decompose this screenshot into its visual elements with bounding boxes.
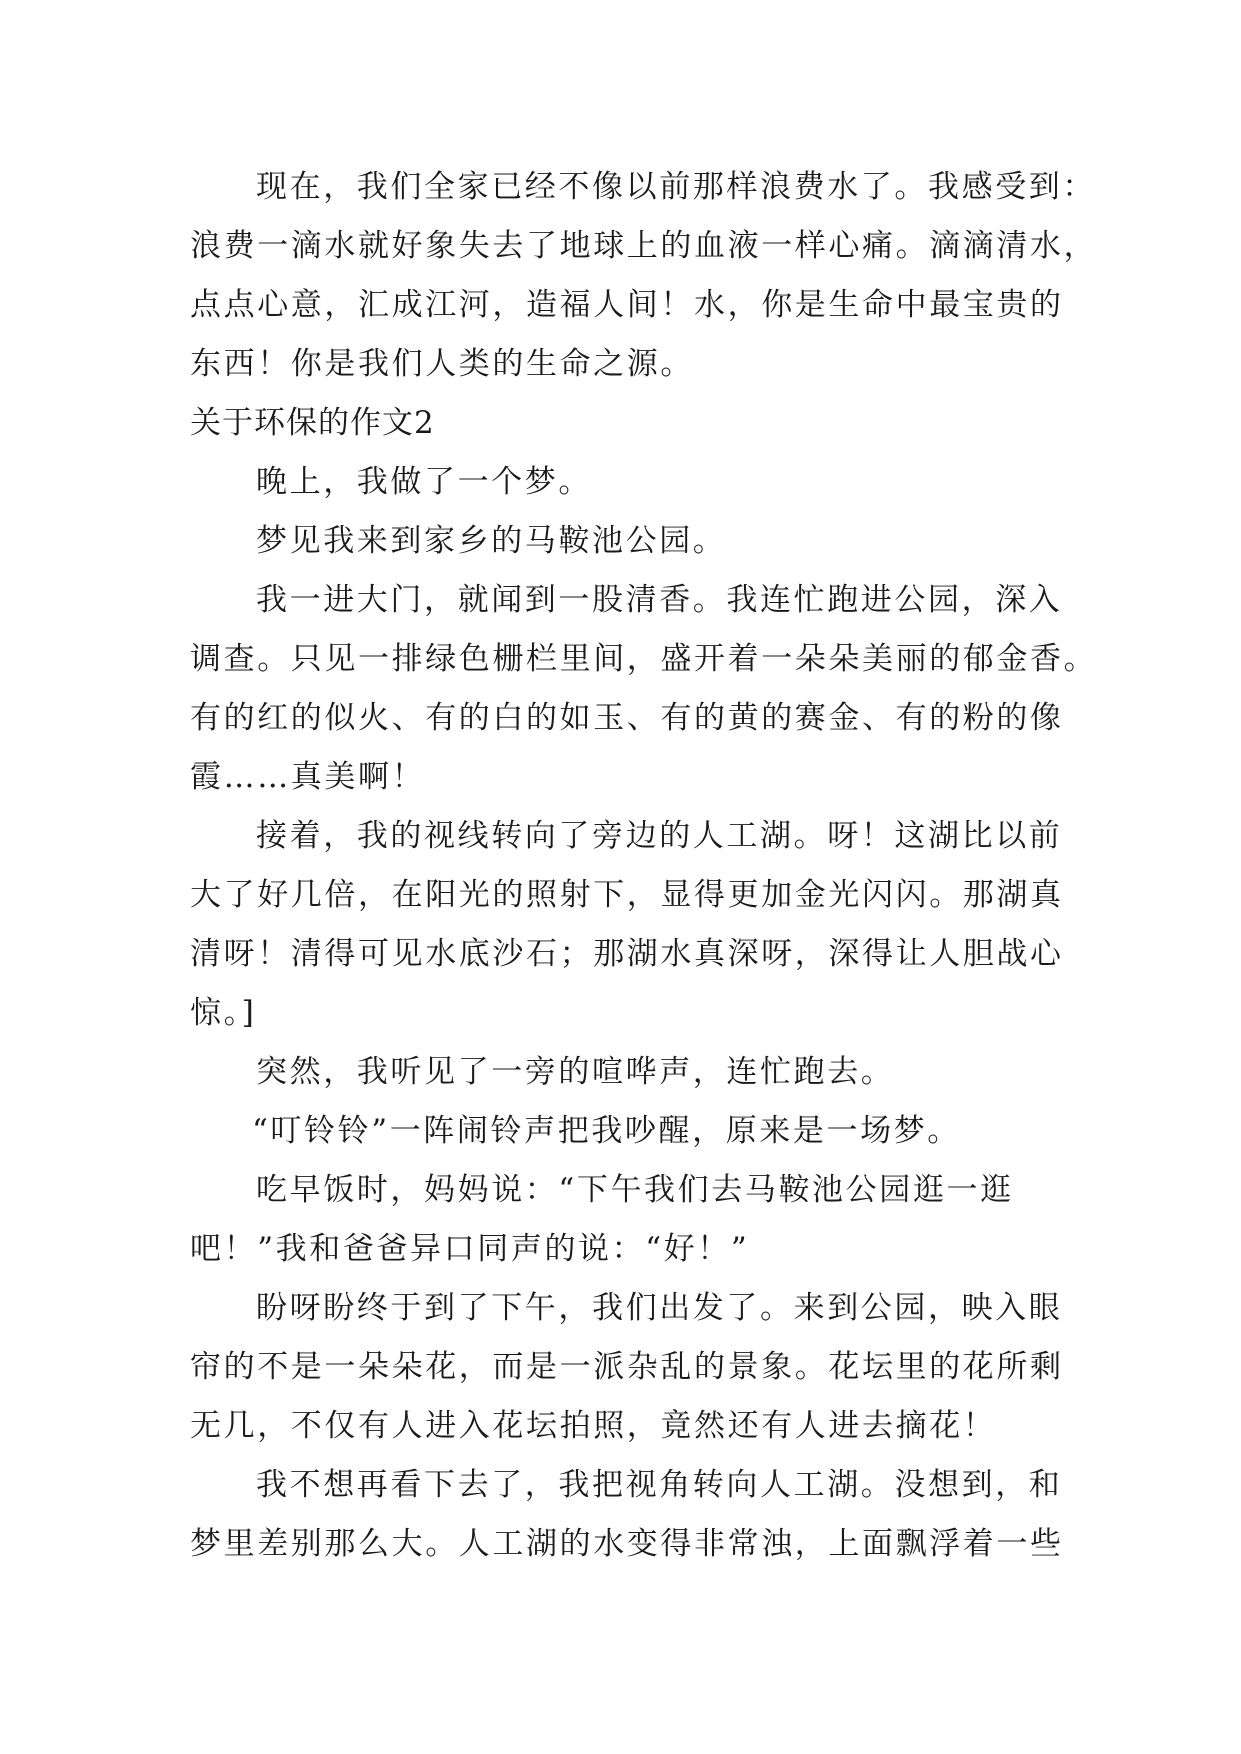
- paragraph-line: 无几，不仅有人进入花坛拍照，竟然还有人进去摘花！: [190, 1408, 997, 1444]
- paragraph-line: 吧！”我和爸爸异口同声的说：“好！”: [190, 1231, 750, 1267]
- paragraph-line: 清呀！清得可见水底沙石；那湖水真深呀，深得让人胆战心: [190, 936, 1064, 972]
- paragraph-line: 帘的不是一朵朵花，而是一派杂乱的景象。花坛里的花所剩: [190, 1349, 1064, 1385]
- paragraph-line: 大了好几倍，在阳光的照射下，显得更加金光闪闪。那湖真: [190, 877, 1064, 913]
- paragraph-line: 吃早饭时，妈妈说：“下午我们去马鞍池公园逛一逛: [256, 1172, 1014, 1208]
- paragraph-line: 突然，我听见了一旁的喧哗声，连忙跑去。: [256, 1054, 895, 1090]
- paragraph-line: 我一进大门，就闻到一股清香。我连忙跑进公园，深入: [256, 582, 1063, 618]
- paragraph-line: 东西！你是我们人类的生命之源。: [190, 346, 694, 382]
- paragraph-line: 有的红的似火、有的白的如玉、有的黄的赛金、有的粉的像: [190, 700, 1064, 736]
- paragraph-line: 接着，我的视线转向了旁边的人工湖。呀！这湖比以前: [256, 818, 1063, 854]
- paragraph-line: 浪费一滴水就好象失去了地球上的血液一样心痛。滴滴清水，: [190, 228, 1098, 264]
- paragraph-line: 霞……真美啊！: [190, 759, 426, 795]
- paragraph-line: 我不想再看下去了，我把视角转向人工湖。没想到，和: [256, 1467, 1063, 1503]
- paragraph-line: 梦见我来到家乡的马鞍池公园。: [256, 523, 727, 559]
- paragraph-line: 梦里差别那么大。人工湖的水变得非常浊，上面飘浮着一些: [190, 1526, 1064, 1562]
- paragraph-line: 现在，我们全家已经不像以前那样浪费水了。我感受到：: [256, 169, 1096, 205]
- paragraph-line: 调查。只见一排绿色栅栏里间，盛开着一朵朵美丽的郁金香。: [190, 641, 1098, 677]
- essay-body: [190, 158, 1098, 1574]
- paragraph-line: “叮铃铃”一阵闹铃声把我吵醒，原来是一场梦。: [252, 1113, 961, 1149]
- paragraph-line: 盼呀盼终于到了下午，我们出发了。来到公园，映入眼: [256, 1290, 1063, 1326]
- essay-title: 关于环保的作文2: [190, 405, 435, 441]
- paragraph-line: 惊。]: [190, 995, 257, 1031]
- paragraph-line: 点点心意，汇成江河，造福人间！水，你是生命中最宝贵的: [190, 287, 1064, 323]
- paragraph-line: 晚上，我做了一个梦。: [256, 464, 592, 500]
